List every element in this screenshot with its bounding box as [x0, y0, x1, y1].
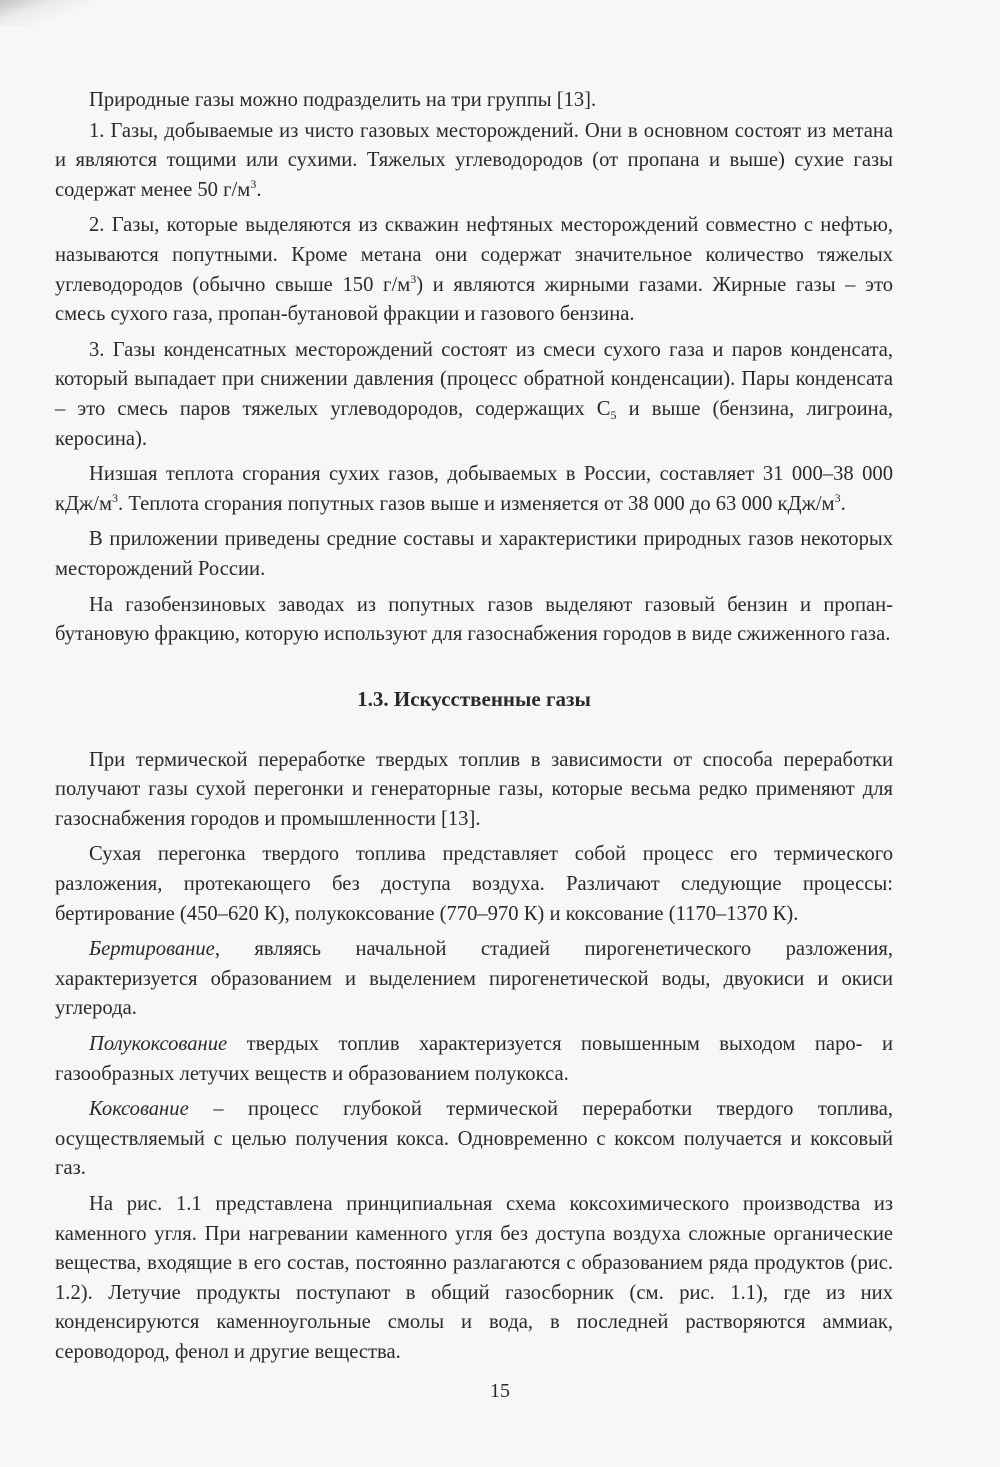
- paragraph-koksovanie: Коксование – процесс глубокой термической переработки твердого топлива, осуществляемый с целью получения кокса. Одновременно с коксом получается и коксовый газ.: [55, 1098, 893, 1180]
- paragraph-group-2: 2. Газы, которые выделяются из скважин нефтяных месторождений совместно с нефтью, называются попутными. Кроме метана они содержат значительное количество тяжелых углеводородов (обычно свыше 150 $г/м^3$) и являются жирными газами. Жирные газы – это смесь сухого газа, пропан-бутановой фракции и газового бензина.: [55, 214, 893, 326]
- unit-g-per-m3: г/м: [383, 273, 411, 296]
- term-koksovanie: Коксование: [89, 1098, 189, 1121]
- unit-kj-per-m3: кДж/м: [777, 492, 835, 515]
- page-body: [55, 86, 893, 1368]
- paragraph-thermal-processing: При термической переработке твердых топлив в зависимости от способа переработки получают газы сухой перегонки и генераторные газы, которые весьма редко применяют для газоснабжения городов и промышленности [13].: [55, 748, 893, 830]
- paragraph-gas-plants: На газобензиновых заводах из попутных газов выделяют газовый бензин и пропан-бутановую фракцию, которую используют для газоснабжения городов в виде сжиженного газа.: [55, 593, 893, 646]
- page-number: 15: [490, 1380, 510, 1402]
- paragraph-group-1: 1. Газы, добываемые из чисто газовых месторождений. Они в основном состоят из метана и являются тощими или сухими. Тяжелых углеводородов (от пропана и выше) сухие газы содержат менее 50 $г/м^3$.: [55, 119, 893, 201]
- unit-g-per-m3: г/м: [223, 178, 251, 201]
- paragraph-coke-scheme: На рис. 1.1 представлена принципиальная схема коксохимического производства из каменного угля. При нагревании каменного угля без доступа воздуха сложные органические вещества, входящие в его состав, постоянно разлагаются с образованием ряда продуктов (рис. 1.2). Летучие продукты поступают в общий газосборник (см. рис. 1.1), где из них конденсируются каменноугольные смолы и вода, в последней растворяются аммиак, сероводород, фенол и другие вещества.: [55, 1193, 893, 1363]
- term-polukoksovanie: Полукоксование: [89, 1033, 228, 1056]
- paragraph-dry-distillation: Сухая перегонка твердого топлива представляет собой процесс его термического разложения, протекающего без доступа воздуха. Различают следующие процессы: бертирование (450–620 К), полукоксование (770–970 К) и коксование (1170–1370 К).: [55, 843, 893, 925]
- paragraph-bertirovanie: Бертирование, являясь начальной стадией пирогенетического разложения, характеризуется образованием и выделением пирогенетической воды, двуокиси и окиси углерода.: [55, 938, 893, 1020]
- paragraph-appendix: В приложении приведены средние составы и характеристики природных газов некоторых месторождений России.: [55, 528, 893, 580]
- formula-c5: С: [596, 397, 611, 420]
- scan-corner-shadow: [0, 0, 90, 26]
- unit-kj-per-m3: кДж/м: [55, 492, 113, 515]
- term-bertirovanie: Бертирование: [89, 938, 215, 961]
- paragraph-group-3: 3. Газы конденсатных месторождений состоят из смеси сухого газа и паров конденсата, который выпадает при снижении давления (процесс обратной конденсации). Пары конденсата – это смесь паров тяжелых углеводородов, содержащих $С_5$ и выше (бензина, лигроина, керосина).: [55, 338, 893, 450]
- paragraph-heat-value: Низшая теплота сгорания сухих газов, добываемых в России, составляет 31 000–38 000 кДж/$м^3$. Теплота сгорания попутных газов выше и изменяется от 38 000 до 63 000 кДж/$м^3$.: [55, 463, 893, 515]
- section-heading: 1.3. Искусственные газы: [357, 686, 591, 711]
- paragraph-polukoksovanie: Полукоксование твердых топлив характеризуется повышенным выходом паро- и газообразных летучих веществ и образованием полукокса.: [55, 1033, 893, 1085]
- paragraph-intro: Природные газы можно подразделить на три группы [13].: [89, 89, 597, 111]
